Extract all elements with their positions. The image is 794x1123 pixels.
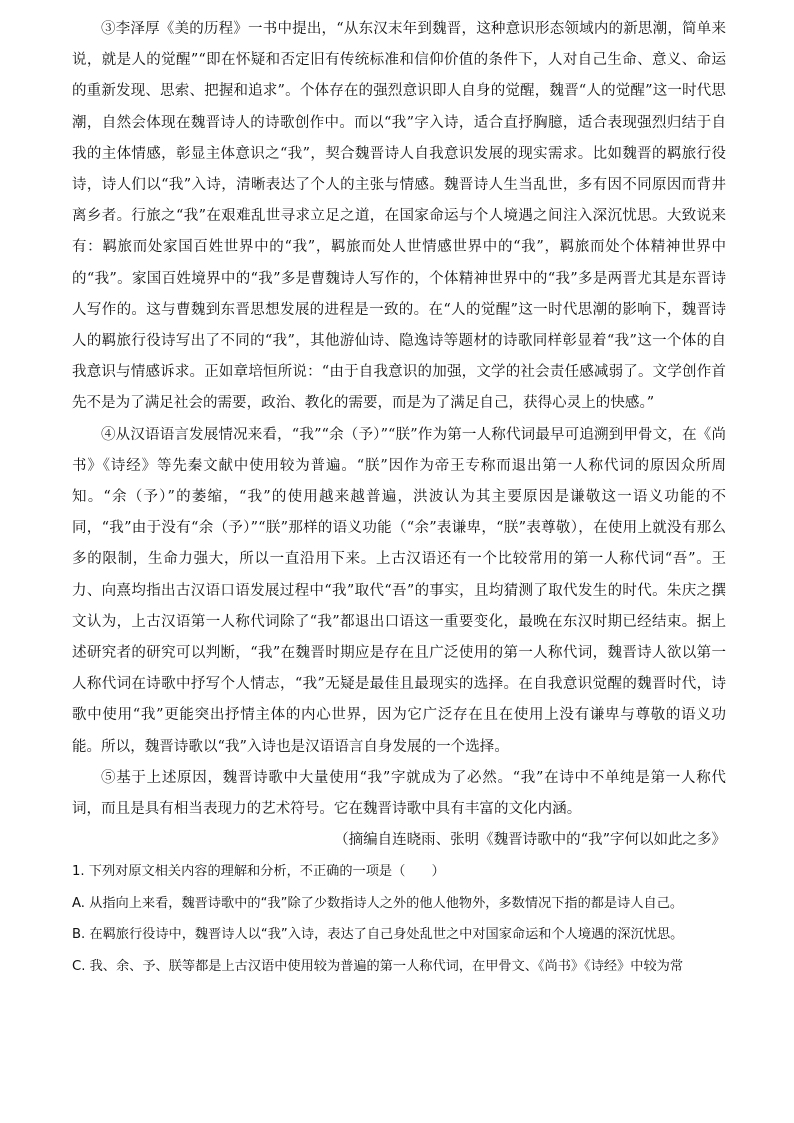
option-a: A. 从指向上来看，魏晋诗歌中的“我”除了少数指诗人之外的他人他物外，多数情况下指的都是诗人自己。 xyxy=(72,895,684,911)
paragraph-5: ⑤基于上述原因，魏晋诗歌中大量使用“我”字就成为了必然。“我”在诗中不单纯是第一人称代词，而且是具有相当表现力的艺术符号。它在魏晋诗歌中具有丰富的文化内涵。 xyxy=(72,769,726,818)
document-page xyxy=(72,14,726,982)
paragraph-4: ④从汉语语言发展情况来看，“我”“余（予）”“朕”作为第一人称代词最早可追溯到甲骨文，在《尚书》《诗经》等先秦文献中使用较为普遍。“朕”因作为帝王专称而退出第一人称代词的原因众所周知。“余（予）”的萎缩，“我”的使用越来越普遍，洪波认为其主要原因是谦敬这一语义功能的不同，“我”由于没有“余（予）”“朕”那样的语义功能（“余”表谦卑，“朕”表尊敬），在使用上就没有那么多的限制，生命力强大，所以一直沿用下来。上古汉语还有一个比较常用的第一人称代词“吾”。王力、向熹均指出古汉语口语发展过程中“我”取代“吾”的事实，且均猜测了取代发生的时代。朱庆之撰文认为，上古汉语第一人称代词除了“我”都退出口语这一重要变化，最晚在东汉时期已经结束。据上述研究者的研究可以判断，“我”在魏晋时期应是存在且广泛使用的第一人称代词，魏晋诗人欲以第一人称代词在诗歌中抒写个人情志，“我”无疑是最佳且最现实的选择。在自我意识觉醒的魏晋时代，诗歌中使用“我”更能突出抒情主体的内心世界，因为它广泛存在且在使用上没有谦卑与尊敬的语义功能。所以，魏晋诗歌以“我”入诗也是汉语语言自身发展的一个选择。 xyxy=(72,426,726,755)
source-citation: （摘编自连晓雨、张明《魏晋诗歌中的“我”字何以如此之多》 xyxy=(334,832,726,849)
question-stem: 1. 下列对原文相关内容的理解和分析，不正确的一项是（ ） xyxy=(72,864,445,880)
paragraph-3: ③李泽厚《美的历程》一书中提出，“从东汉末年到魏晋，这种意识形态领域内的新思潮，简单来说，就是人的觉醒”“即在怀疑和否定旧有传统标准和信仰价值的条件下，人对自己生命、意义、命运的重新发现、思索、把握和追求”。个体存在的强烈意识即人自身的觉醒，魏晋“人的觉醒”这一时代思潮，自然会体现在魏晋诗人的诗歌创作中。而以“我”字入诗，适合直抒胸臆，适合表现强烈归结于自我的主体情感，彰显主体意识之“我”，契合魏晋诗人自我意识发展的现实需求。比如魏晋的羁旅行役诗，诗人们以“我”入诗，清晰表达了个人的主张与情感。魏晋诗人生当乱世，多有因不同原因而背井离乡者。行旅之“我”在艰难乱世寻求立足之道，在国家命运与个人境遇之间注入深沉忧思。大致说来有：羁旅而处家国百姓世界中的“我”，羁旅而处人世情感世界中的“我”，羁旅而处个体精神世界中的“我”。家国百姓境界中的“我”多是曹魏诗人写作的，个体精神世界中的“我”多是两晋尤其是东晋诗人写作的。这与曹魏到东晋思想发展的进程是一致的。在“人的觉醒”这一时代思潮的影响下，魏晋诗人的羁旅行役诗写出了不同的“我”，其他游仙诗、隐逸诗等题材的诗歌同样彰显着“我”这一个体的自我意识与情感诉求。正如章培恒所说：“由于自我意识的加强，文学的社会责任感减弱了。文学创作首先不是为了满足社会的需要，政治、教化的需要，而是为了满足自己，获得心灵上的快感。” xyxy=(72,21,726,412)
option-c: C. 我、余、予、朕等都是上古汉语中使用较为普遍的第一人称代词，在甲骨文、《尚书》《诗经》中较为常 xyxy=(72,958,684,974)
option-b: B. 在羁旅行役诗中，魏晋诗人以“我”入诗，表达了自己身处乱世之中对国家命运和个人境遇的深沉忧思。 xyxy=(72,927,684,943)
